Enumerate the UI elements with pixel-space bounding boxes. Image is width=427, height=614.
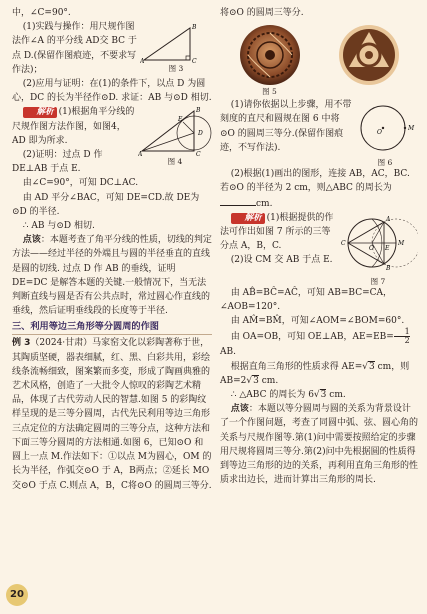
- figure-4-construction: [138, 105, 212, 157]
- analysis-tag-right: 解析: [231, 213, 265, 224]
- answer-6-mid: cm，则 AB=2: [220, 361, 410, 386]
- answer-6-radicand: 3: [369, 361, 375, 372]
- answer-1: [220, 211, 338, 254]
- comment-2-text: 本题以等分圆周与圆的关系为背景设计了一个作图问题，考查了同圆中弧、弦、圆心角的关系与尺规作图等.第(1)问中需要按照给定的步骤用尺规将圆周三等分.第(2)问中先根据圆的性质得到等边三角形的边的关系，再利用直角三角形的性质求出边长，进而计算出三角形的周长.: [220, 404, 419, 486]
- answer-6-text: 根据直角三角形的性质求得 AE=: [230, 361, 363, 372]
- svg-text:O: O: [377, 129, 382, 137]
- part1-block: [12, 20, 212, 77]
- svg-text:E: E: [178, 116, 183, 124]
- svg-text:C: C: [196, 151, 201, 158]
- right-line-0: 将⊙O 的圆周三等分.: [220, 8, 304, 18]
- pottery-bowl-image: [238, 23, 302, 87]
- comment-tag-right: 点该: [230, 404, 249, 415]
- answer-1-text: (1)根据提供的作法可作出如图 7 所示的三等分点 A，B，C.: [220, 212, 334, 252]
- figure-6-caption: 图 6: [377, 158, 393, 168]
- figure-5: [238, 23, 302, 96]
- comment-2: 点该：本题以等分圆周与圆的关系为背景设计了一个作图问题，考查了同圆中弧、弦、圆心角的关系与尺规作图等.第(1)问中需要按照给定的步骤用尺规将圆周三等分.第(2)问中先根据圆的性质得到等边三角形的边的关系，再利用直角三角形的性质求出边长，进而计算出三角形的周长.: [220, 404, 419, 486]
- svg-text:C: C: [341, 239, 346, 247]
- svg-text:A: A: [138, 151, 143, 158]
- answer-7-text: ∴ △ABC 的周长为 6: [230, 390, 314, 401]
- answer-6-radicand-2: 3: [253, 375, 259, 386]
- figure-3-caption: 图 3: [168, 64, 184, 74]
- solution-5: ∴ AB 与⊙D 相切.: [22, 221, 95, 232]
- question-2-unit: cm.: [256, 198, 273, 209]
- solution-2: (2)证明：过点 D 作 DE⊥AB 于点 E.: [12, 150, 103, 175]
- svg-text:D: D: [198, 130, 203, 138]
- page-number: 20: [6, 584, 28, 606]
- part2-text: (2)应用与证明：在(1)的条件下，以点 D 为圆心，DC 的长为半径作⊙D. 求证：AB 与⊙D 相切.: [12, 79, 212, 104]
- comment-1-text: 本题考查了角平分线的性质，切线的判定方法——经过半径的外端且与圆的半径垂直的直线是圆的切线. 过点 D 作 AB 的垂线，证明 DE=DC 是解答本题的关键.一般情况下，当无法判断直线与圆是否有公共点时，常过圆心作直线的垂线，然后证明垂线段的长度等于半径.: [12, 235, 212, 317]
- figure-6-circle: [355, 98, 415, 158]
- solution-3: 由∠C=90°，可知 DC⊥AC.: [22, 178, 139, 189]
- answer-3: 由 AB̂=BĈ=AĈ，可知 AB=BC=CA，∠AOB=120°.: [220, 287, 393, 313]
- answer-6: 根据直角三角形的性质求得 AE=√3 cm，则 AB=2√3 cm.: [220, 361, 410, 386]
- svg-text:E: E: [385, 244, 390, 252]
- answer-7: ∴ △ABC 的周长为 6√3 cm.: [230, 390, 346, 401]
- figure-3-triangle: [140, 20, 212, 64]
- comment-1: 点该：本题考查了角平分线的性质，切线的判定方法——经过半径的外端且与圆的半径垂直的直线是圆的切线. 过点 D 作 AB 的垂线，证明 DE=DC 是解答本题的关键.一般情况下，当无法判断直线与圆是否有公共点时，常过圆心作直线的垂线，然后证明垂线段的长度等于半径.: [12, 235, 212, 317]
- answer-4: 由 AM̂=BM̂，可知∠AOM=∠BOM=60°.: [230, 316, 405, 327]
- example-source: （2024·甘肃）: [30, 338, 93, 349]
- figure-4-caption: 图 4: [167, 157, 183, 167]
- svg-text:B: B: [386, 264, 391, 272]
- fraction-numerator: 1: [404, 327, 410, 337]
- fraction-denominator: 2: [394, 336, 410, 345]
- solution-1: [12, 105, 138, 148]
- figure-3: [140, 20, 212, 73]
- answer-6-unit: cm.: [261, 375, 279, 386]
- answer-5-text: 由 OA=OB，可知 OE⊥AB，AE=EB=: [230, 332, 394, 343]
- solution-1-text: (1)根据角平分线的尺规作图方法作图，如图4，AD 即为所求.: [12, 107, 135, 146]
- answer-5: [220, 328, 418, 359]
- svg-text:A: A: [140, 58, 145, 65]
- figure-5-pattern: [337, 23, 401, 96]
- svg-text:A: A: [386, 215, 391, 223]
- analysis-tag: 解析: [23, 107, 57, 118]
- figure-7: [338, 211, 418, 286]
- figure-7-construction: [338, 211, 418, 277]
- example-3: [12, 336, 212, 492]
- question-1: (1)请你依据以上步骤，用不带刻度的直尺和圆规在图 6 中将⊙O 的圆周三等分.(保留作图痕迹，不写作法).: [220, 100, 352, 153]
- figure-6: [352, 98, 418, 167]
- question-2-text: (2)根据(1)画出的图形，连接 AB，AC，BC.若⊙O 的半径为 2 cm，则△ABC 的周长为: [220, 169, 410, 194]
- answer-5-tail: AB.: [220, 347, 236, 358]
- svg-text:O: O: [369, 244, 374, 252]
- comment-tag: 点该: [22, 235, 41, 246]
- solution-right-block: [220, 211, 418, 286]
- question-2: [220, 167, 418, 211]
- figure-4: [138, 105, 212, 166]
- answer-7-unit: cm.: [329, 390, 346, 401]
- example-label: 例 3: [12, 338, 31, 349]
- svg-text:B: B: [196, 107, 201, 115]
- solution-block: [12, 105, 212, 176]
- example-text: 马家窑文化以彩陶著称于世，其陶质坚硬，器表细腻，红、黑、白彩共用，彩绘线条流畅细致，图案繁而多变，形成了陶画典雅的艺术风格，创造了一大批令人惊叹的彩陶艺术精品，体现了古代劳动人民的智慧.如图 5 的彩陶纹样呈现的是三等分圆周，古代先民利用等边三角形三点定位的方法确定圆周的三等分点，这种方法和下面三等分圆周的方法相通.如图 6，已知⊙O 和圆上一点 M.作法如下：①以点 M为圆心，OM 的长为半径，作弧交⊙O 于 A，B两点；②延长 MO 交⊙O 于点 C.则点 A，B，C将⊙O 的圆周三等分.: [12, 338, 212, 491]
- left-column: [12, 6, 212, 493]
- svg-text:B: B: [192, 24, 197, 32]
- figure-5-row: [220, 23, 418, 96]
- right-column: [220, 6, 418, 487]
- answer-7-radicand: 3: [320, 390, 327, 401]
- figure-5-caption: 图 5: [262, 87, 277, 97]
- answer-2: (2)设 CM 交 AB 于点 E.: [230, 255, 333, 266]
- part1-text: (1)实践与操作：用尺规作图法作∠A 的平分线 AD交 BC 于点 D.(保留作图痕迹，不要求写作法)；: [12, 22, 137, 75]
- pottery-pattern-image: [337, 23, 401, 87]
- question-1-block: [220, 98, 418, 167]
- answer-blank: [220, 196, 256, 206]
- figure-7-caption: 图 7: [370, 276, 386, 286]
- fraction-half: [394, 328, 410, 345]
- svg-text:M: M: [408, 125, 415, 133]
- section-heading: 三、利用等边三角形等分圆周的作图: [12, 320, 212, 335]
- left-line-0: 中，∠C=90°.: [12, 8, 71, 18]
- svg-text:M: M: [398, 239, 405, 247]
- svg-text:C: C: [192, 58, 197, 65]
- solution-4: 由 AD 平分∠BAC，可知 DE=CD.故 DE为⊙D 的半径.: [12, 192, 200, 217]
